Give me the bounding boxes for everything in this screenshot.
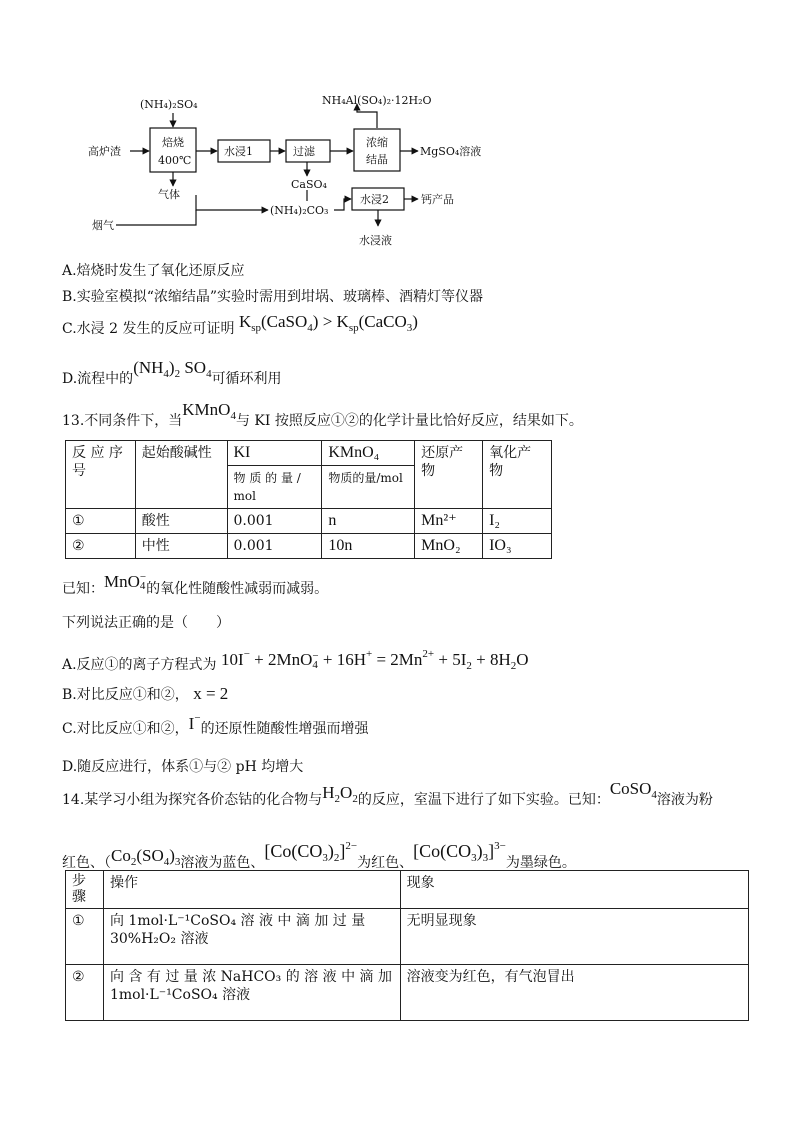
label-input-left: 高炉渣 xyxy=(88,145,121,158)
label-carbonate: (NH₄)₂CO₃ xyxy=(270,204,329,217)
q13-header-ki-unit: 物 质 的 量 / mol xyxy=(227,466,322,509)
q13-header-acidity: 起始酸碱性 xyxy=(135,441,227,509)
q12-option-d-formula: $(NH_4)_2$ $SO_4$ xyxy=(133,358,212,380)
q14-line2-a: 红色、（ xyxy=(62,855,111,871)
q14-line2-b: 溶液为蓝色、 xyxy=(180,855,265,871)
q14-complex-red: $[Co(CO_3)_2]^{2-}$ xyxy=(264,840,358,864)
label-roast-2: 400℃ xyxy=(158,154,192,167)
label-concentrate-1: 浓缩 xyxy=(366,136,388,149)
table-row xyxy=(66,509,552,534)
q13-iodide-ion: I− xyxy=(188,712,201,733)
q13-row2-reduced: MnO₂ xyxy=(415,534,483,559)
q13-option-a xyxy=(62,648,529,680)
q13-option-b-equation: x = 2 xyxy=(193,684,229,703)
q12-option-d xyxy=(62,358,282,394)
q13-option-c-text: C.对比反应①和②， xyxy=(62,721,189,737)
q13-header-id: 反 应 序号 xyxy=(66,441,136,509)
q14-header-op: 操作 xyxy=(103,871,400,909)
label-product-right: MgSO₄溶液 xyxy=(420,145,482,158)
table-row xyxy=(66,909,749,965)
q13-row2-kmno4: 10n xyxy=(322,534,415,559)
q13-table xyxy=(65,440,552,559)
q14-stem-prefix: 14.某学习小组为探究各价态钴的化合物与 xyxy=(62,792,323,808)
q13-option-a-text: A.反应①的离子方程式为 xyxy=(62,657,217,673)
q13-row2-id: ② xyxy=(66,534,136,559)
q14-h2o2: $H_2O_2$ xyxy=(322,783,358,805)
q13-known-prefix: 已知： xyxy=(62,581,104,597)
q12-option-a: A.焙烧时发生了氧化还原反应 xyxy=(62,263,245,279)
q14-co2so43: $Co_2(SO_4)_3$ xyxy=(111,846,181,868)
q14-row1-op-line2: 30%H₂O₂ 溶液 xyxy=(109,931,209,947)
q14-row2-obs: 溶液变为红色，有气泡冒出 xyxy=(400,965,748,1021)
q13-stem-prefix: 13.不同条件下，当 xyxy=(62,413,183,429)
q13-row1-oxidized: I₂ xyxy=(483,509,552,534)
q13-row2-acidity: 中性 xyxy=(135,534,227,559)
q13-question: 下列说法正确的是（ ） xyxy=(62,615,230,631)
q14-row1-id: ① xyxy=(66,909,104,965)
q13-option-b-text: B.对比反应①和②， xyxy=(62,687,189,703)
q12-option-d-text: D.流程中的 xyxy=(62,371,134,387)
q12-option-c-formula: $K_{sp}(CaSO_4)$ > $K_{sp}(CaCO_3)$ xyxy=(238,312,418,334)
q13-kmno4: KMnO$_4$ xyxy=(182,400,236,422)
q14-row1-op-line1: 向 1mol·L⁻¹CoSO₄ 溶 液 中 滴 加 过 量 xyxy=(109,913,366,929)
q12-option-c xyxy=(62,312,418,344)
q14-row2-id: ② xyxy=(66,965,104,1021)
q14-row2-op-line1: 向 含 有 过 量 浓 NaHCO₃ 的 溶 液 中 滴 加 xyxy=(109,969,392,985)
q14-line2-d: 为墨绿色。 xyxy=(505,855,576,871)
table-row xyxy=(66,965,749,1021)
q13-mno4-ion: MnO − 4 xyxy=(104,571,147,592)
label-flue: 烟气 xyxy=(92,219,114,232)
label-concentrate-2: 结晶 xyxy=(366,153,388,166)
q13-row2-ki: 0.001 xyxy=(227,534,322,559)
q13-header-ki: KI xyxy=(227,441,322,466)
q14-row2-op xyxy=(103,965,400,1021)
q14-header-step: 步骤 xyxy=(66,871,104,909)
label-roast-1: 焙烧 xyxy=(162,136,184,149)
table-row xyxy=(66,534,552,559)
q13-row1-acidity: 酸性 xyxy=(135,509,227,534)
q13-option-b xyxy=(62,684,228,705)
q13-header-kmno4: KMnO₄ xyxy=(322,441,415,466)
q14-header-obs: 现象 xyxy=(400,871,748,909)
q14-stem-line1 xyxy=(62,779,713,815)
q13-header-oxidized: 氧化产物 xyxy=(483,441,552,509)
q13-row2-oxidized: IO₃ xyxy=(483,534,552,559)
q13-row1-reduced: Mn²⁺ xyxy=(415,509,483,534)
label-leach2: 水浸2 xyxy=(360,193,389,206)
table-row xyxy=(66,871,749,909)
q14-row1-op xyxy=(103,909,400,965)
q13-stem xyxy=(62,400,583,436)
q13-option-d: D.随反应进行，体系①与② pH 均增大 xyxy=(62,759,304,775)
q14-stem-end: 溶液为粉 xyxy=(656,792,713,808)
q14-stem-mid: 的反应，室温下进行了如下实验。已知： xyxy=(357,792,610,808)
q14-complex-green: $[Co(CO_3)_3]^{3-}$ xyxy=(413,840,506,864)
label-calcium-product: 钙产品 xyxy=(421,193,454,206)
q13-row1-kmno4: n xyxy=(322,509,415,534)
q13-row1-id: ① xyxy=(66,509,136,534)
label-top-reagent: (NH₄)₂SO₄ xyxy=(140,98,198,111)
table-row xyxy=(66,441,552,466)
q13-row1-ki: 0.001 xyxy=(227,509,322,534)
q13-option-c-suffix: 的还原性随酸性增强而增强 xyxy=(200,721,369,737)
q12-option-b: B.实验室模拟“浓缩结晶”实验时需用到坩埚、玻璃棒、酒精灯等仪器 xyxy=(62,289,484,305)
q14-row1-obs: 无明显现象 xyxy=(400,909,748,965)
q13-known-suffix: 的氧化性随酸性减弱而减弱。 xyxy=(146,581,329,597)
label-leach-liquid: 水浸液 xyxy=(359,234,392,247)
label-leach1: 水浸1 xyxy=(224,145,253,158)
q13-known xyxy=(62,571,329,599)
q13-header-reduced: 还原产物 xyxy=(415,441,483,509)
q14-table xyxy=(65,870,749,1021)
label-product-top: NH₄Al(SO₄)₂·12H₂O xyxy=(322,94,432,107)
q14-line2-c: 为红色、 xyxy=(357,855,414,871)
q13-option-a-equation: 10I− + 2MnO − 4 + $16H^+ = 2Mn^{2+} + 5I_2 + 8H_2O$ xyxy=(221,648,529,672)
label-gas: 气体 xyxy=(158,188,180,201)
process-flowchart xyxy=(0,0,800,260)
q12-option-d-suffix: 可循环利用 xyxy=(211,371,282,387)
q13-option-c xyxy=(62,712,369,739)
q14-coso4: CoSO$_4$ xyxy=(609,779,657,801)
q13-header-kmno4-unit: 物质的量/mol xyxy=(322,466,415,509)
q14-row2-op-line2: 1mol·L⁻¹CoSO₄ 溶液 xyxy=(109,987,251,1003)
q12-option-c-text: C.水浸 2 发生的反应可证明 xyxy=(62,321,235,337)
q13-stem-mid: 与 KI 按照反应①②的化学计量比恰好反应，结果如下。 xyxy=(235,413,583,429)
label-caso4: CaSO₄ xyxy=(291,178,327,191)
label-filter: 过滤 xyxy=(293,145,315,158)
